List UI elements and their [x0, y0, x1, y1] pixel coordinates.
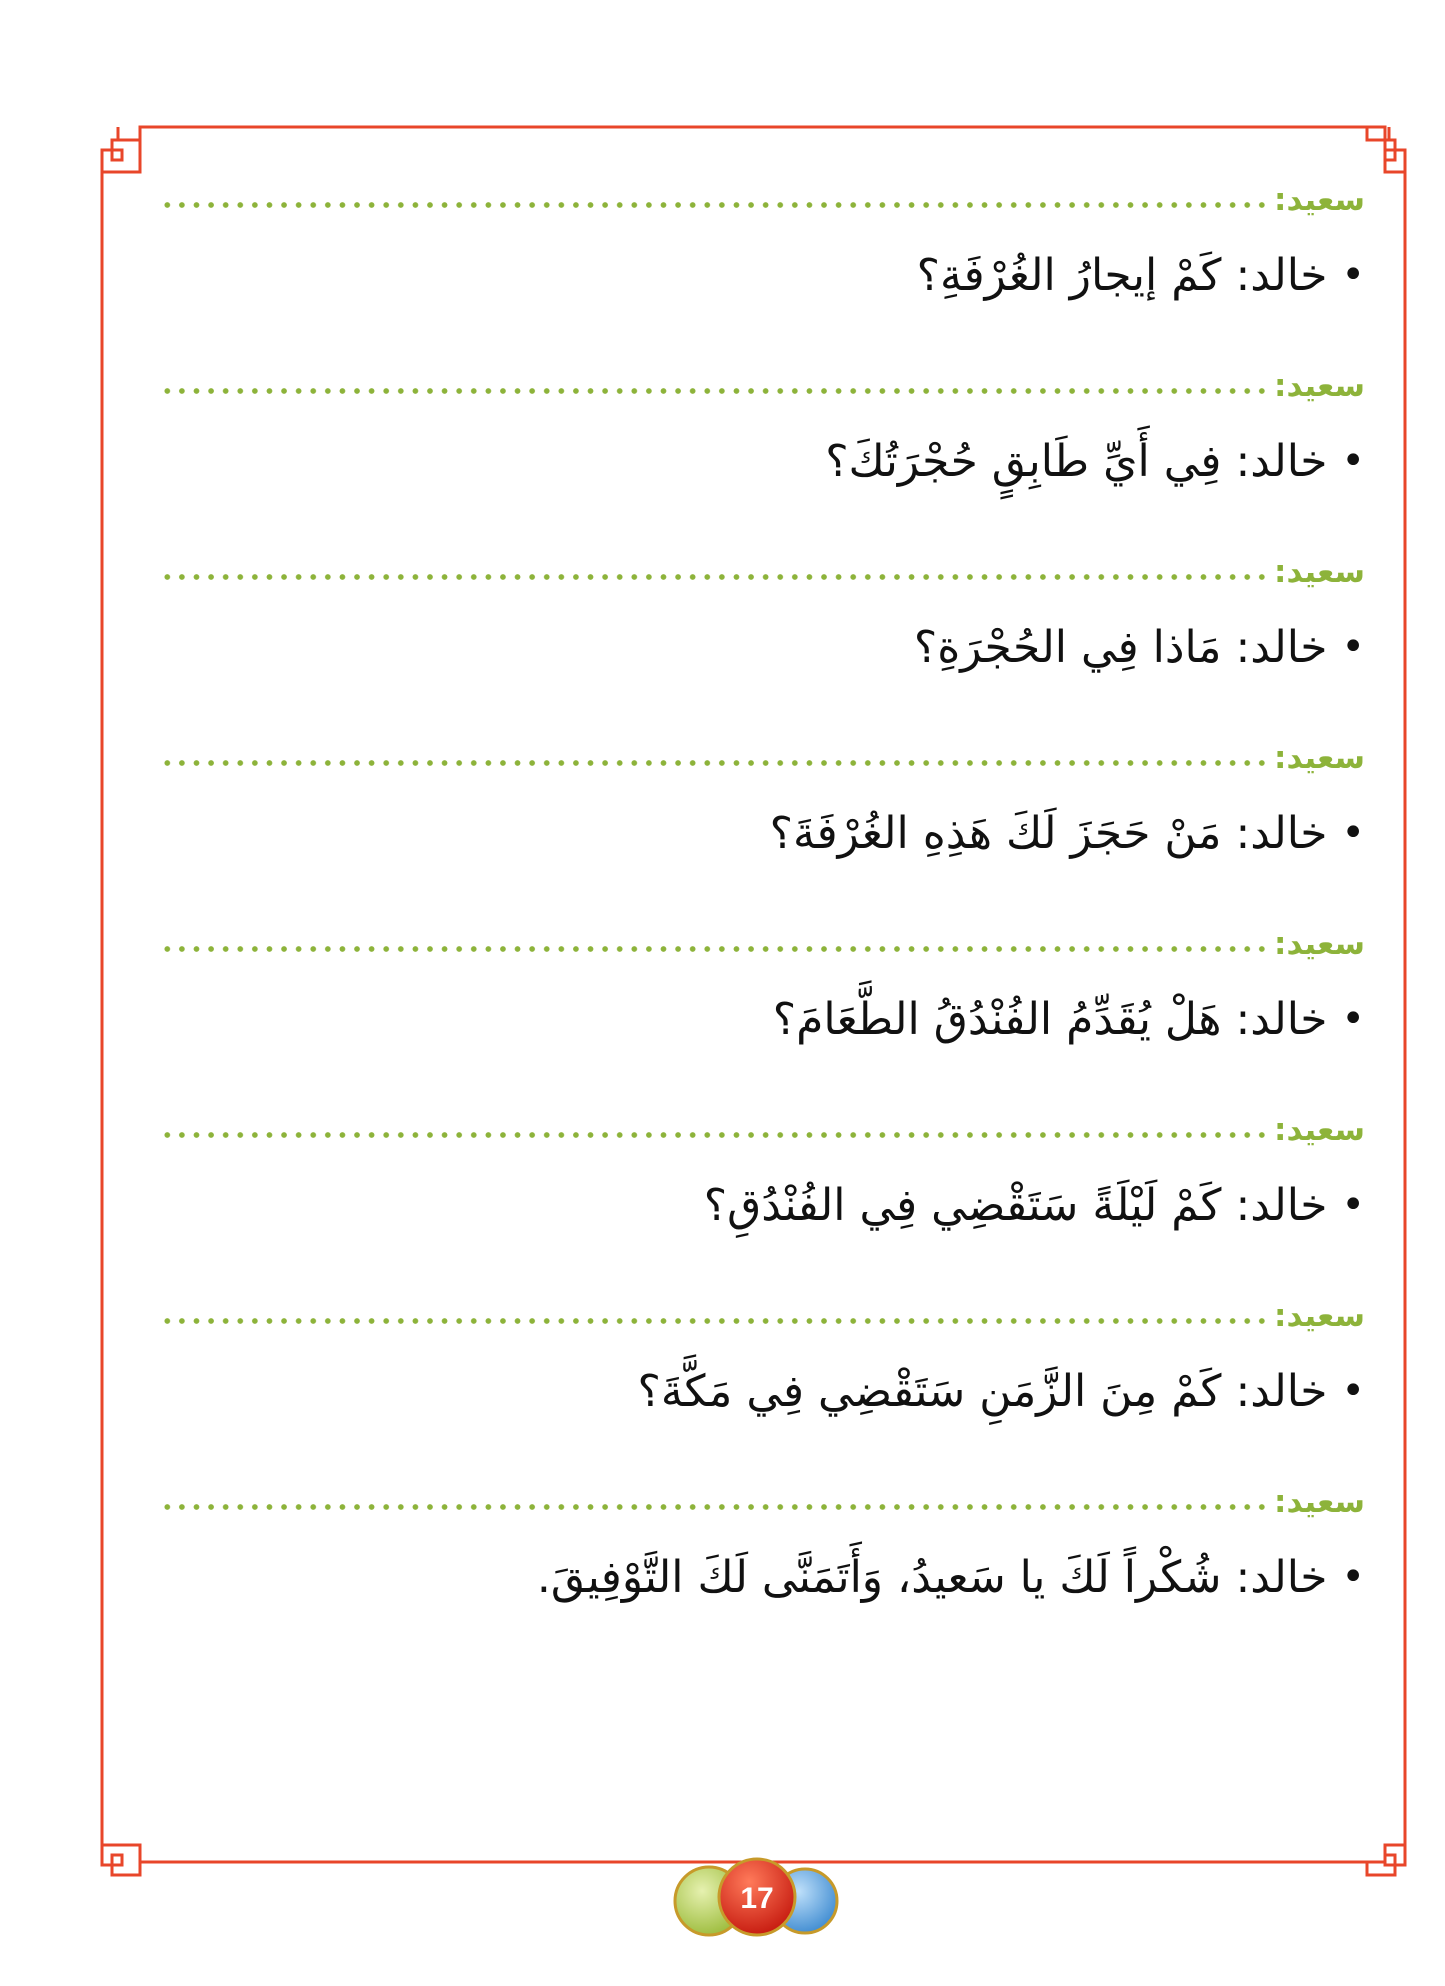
- dialogue-exchange: [160, 1470, 1365, 1656]
- answer-blank[interactable]: [160, 200, 1270, 210]
- dialogue-exchange: [160, 168, 1365, 354]
- dialogue-exchange: [160, 540, 1365, 726]
- answer-line: [160, 540, 1365, 590]
- speaker-b-label: سعيد:: [1274, 1298, 1365, 1334]
- speaker-a-label: خالد:: [1235, 1551, 1328, 1603]
- speaker-b-label: سعيد:: [1274, 1112, 1365, 1148]
- closing-text: شُكْراً لَكَ يا سَعيدُ، وَأَتَمَنَّى لَكَ التَّوْفِيقَ.: [536, 1551, 1222, 1603]
- answer-line: [160, 354, 1365, 404]
- question-text: مَنْ حَجَزَ لَكَ هَذِهِ الغُرْفَةَ؟: [769, 807, 1222, 859]
- answer-blank[interactable]: [160, 1130, 1270, 1140]
- speaker-a-label: خالد:: [1235, 249, 1328, 301]
- answer-line: [160, 1470, 1365, 1520]
- answer-blank[interactable]: [160, 1502, 1270, 1512]
- answer-blank[interactable]: [160, 1316, 1270, 1326]
- bullet-icon: •: [1341, 1368, 1365, 1414]
- question-line: [704, 1170, 1365, 1240]
- dialogue-exchange: [160, 912, 1365, 1098]
- question-line: [770, 798, 1365, 868]
- answer-line: [160, 1284, 1365, 1334]
- speaker-a-label: خالد:: [1235, 435, 1328, 487]
- answer-blank[interactable]: [160, 944, 1270, 954]
- speaker-a-label: خالد:: [1235, 621, 1328, 673]
- dialogue-exchange: [160, 726, 1365, 912]
- dialogue-exchange: [160, 1284, 1365, 1470]
- question-line: [773, 984, 1365, 1054]
- speaker-a-label: خالد:: [1235, 807, 1328, 859]
- answer-blank[interactable]: [160, 386, 1270, 396]
- question-text: مَاذا فِي الحُجْرَةِ؟: [913, 621, 1222, 673]
- answer-blank[interactable]: [160, 572, 1270, 582]
- answer-line: [160, 1098, 1365, 1148]
- answer-blank[interactable]: [160, 758, 1270, 768]
- bullet-icon: •: [1341, 1554, 1365, 1600]
- bullet-icon: •: [1341, 810, 1365, 856]
- speaker-b-label: سعيد:: [1274, 368, 1365, 404]
- speaker-b-label: سعيد:: [1274, 1484, 1365, 1520]
- page-number: 17: [740, 1882, 774, 1915]
- dialogue-exchange: [160, 354, 1365, 540]
- bullet-icon: •: [1341, 996, 1365, 1042]
- question-line: [914, 612, 1365, 682]
- bullet-icon: •: [1341, 438, 1365, 484]
- dialogue: [160, 168, 1365, 1656]
- speaker-a-label: خالد:: [1235, 1179, 1328, 1231]
- answer-line: [160, 726, 1365, 776]
- answer-line: [160, 912, 1365, 962]
- question-text: كَمْ إيجارُ الغُرْفَةِ؟: [916, 249, 1222, 301]
- speaker-a-label: خالد:: [1235, 1365, 1328, 1417]
- question-line: [825, 426, 1365, 496]
- question-text: هَلْ يُقَدِّمُ الفُنْدُقُ الطَّعَامَ؟: [772, 993, 1222, 1045]
- question-text: كَمْ لَيْلَةً سَتَقْضِي فِي الفُنْدُقِ؟: [703, 1179, 1222, 1231]
- speaker-b-label: سعيد:: [1274, 740, 1365, 776]
- speaker-a-label: خالد:: [1235, 993, 1328, 1045]
- speaker-b-label: سعيد:: [1274, 554, 1365, 590]
- page-number-badge: [663, 1853, 853, 1943]
- speaker-b-label: سعيد:: [1274, 182, 1365, 218]
- bullet-icon: •: [1341, 1182, 1365, 1228]
- speaker-b-label: سعيد:: [1274, 926, 1365, 962]
- bullet-icon: •: [1341, 624, 1365, 670]
- question-text: فِي أَيِّ طَابِقٍ حُجْرَتُكَ؟: [825, 435, 1222, 487]
- question-line: [917, 240, 1365, 310]
- question-line: [638, 1356, 1365, 1426]
- question-text: كَمْ مِنَ الزَّمَنِ سَتَقْضِي فِي مَكَّةَ؟: [637, 1365, 1222, 1417]
- dialogue-exchange: [160, 1098, 1365, 1284]
- bullet-icon: •: [1341, 252, 1365, 298]
- closing-line: [537, 1542, 1365, 1612]
- answer-line: [160, 168, 1365, 218]
